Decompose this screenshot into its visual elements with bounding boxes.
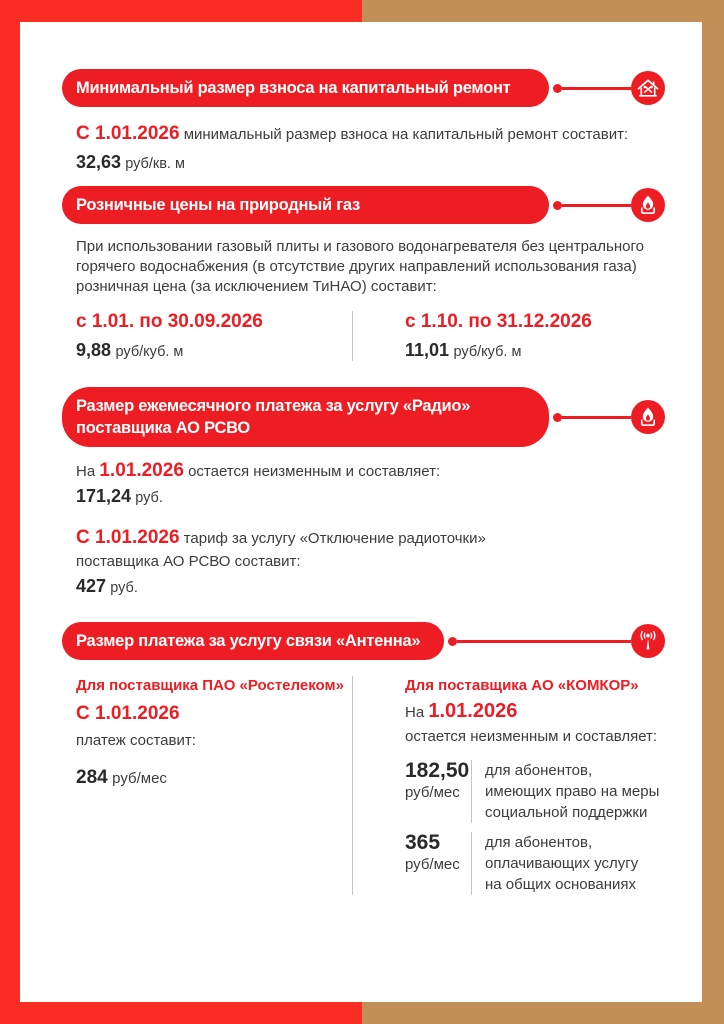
connector-dot (553, 413, 562, 422)
effective-date: 1.01.2026 (428, 700, 518, 722)
period-label: с 1.01. по 30.09.2026 (76, 311, 263, 332)
section-header-gas (62, 186, 665, 224)
tariff-unit: руб/мес (405, 784, 460, 801)
frame-bottom-right-tan (362, 1002, 724, 1024)
gas-paragraph-line: розничная цена (за исключением ТиНАО) составит: (76, 278, 437, 295)
radio-disconnect-line2 (76, 551, 702, 572)
frame-top-left-red (0, 0, 362, 22)
tariff-value: 171,24 (76, 486, 132, 506)
section-title: Розничные цены на природный газ (76, 196, 360, 214)
frame-left-red (0, 0, 20, 1024)
effective-date: С 1.01.2026 (76, 123, 180, 144)
price-cell (405, 832, 471, 895)
antenna-comcor-date-line (405, 701, 702, 723)
section-header-antenna (62, 622, 665, 660)
price-cell (405, 760, 471, 823)
tariff-unit: руб/кв. м (125, 156, 185, 172)
tariff-description-line: социальной поддержки (485, 804, 648, 821)
prefix: На (76, 463, 96, 480)
price-description-divider (471, 760, 472, 823)
provider-header: Для поставщика АО «КОМКОР» (405, 677, 639, 694)
tariff-value: 9,88 (76, 340, 112, 360)
tariff-value: 365 (405, 831, 441, 854)
connector-line (457, 640, 631, 643)
period-value-line (405, 340, 592, 361)
section-header-radio (62, 387, 665, 447)
radio-current-value-line (76, 486, 702, 509)
price-description-divider (471, 832, 472, 895)
gas-period-1 (76, 311, 352, 361)
tariff-unit: руб. (135, 490, 163, 506)
section-title-pill (62, 387, 549, 447)
frame-right-tan (702, 0, 724, 1024)
gas-period-2 (353, 311, 592, 361)
connector-dot (553, 84, 562, 93)
tariff-unit: руб. (110, 580, 138, 596)
section-header-capital-repair (62, 69, 665, 107)
radio-current-block (76, 460, 702, 509)
house-repair-icon (631, 71, 665, 105)
tariff-description-line: на общих основаниях (485, 876, 637, 893)
tariff-description (485, 760, 659, 823)
gas-paragraph (76, 237, 702, 297)
tariff-value: 182,50 (405, 759, 470, 782)
description: тариф за услугу «Отключение радиоточки» (183, 530, 486, 547)
description: поставщика АО РСВО составит: (76, 553, 301, 570)
connector-dot (448, 637, 457, 646)
tariff-value: 11,01 (405, 340, 450, 360)
content-area (20, 22, 702, 1002)
gas-paragraph-line: При использовании газовый плиты и газового водонагревателя без центрального (76, 238, 644, 255)
description: минимальный размер взноса на капитальный ремонт составит: (183, 126, 629, 143)
capital-repair-value-line (76, 152, 702, 175)
description: остается неизменным и составляет: (188, 463, 441, 480)
section-title: Размер платежа за услугу связи «Антенна» (76, 632, 421, 650)
effective-date: С 1.01.2026 (76, 703, 180, 724)
section-title-pill (62, 186, 549, 224)
section-title-pill (62, 69, 549, 107)
antenna-comcor-column (353, 676, 702, 895)
comcor-tariff-row-1 (405, 760, 702, 823)
tariff-description-line: для абонентов, (485, 834, 593, 851)
gas-price-columns (76, 311, 702, 361)
tariff-unit: руб/мес (112, 770, 167, 787)
section-title-pill (62, 622, 444, 660)
tariff-description-line: для абонентов, (485, 762, 593, 779)
tariff-description (485, 832, 638, 895)
tariff-value: 32,63 (76, 152, 122, 172)
connector-line (562, 204, 631, 207)
effective-date: С 1.01.2026 (76, 527, 180, 548)
antenna-columns (76, 676, 702, 895)
provider-header: Для поставщика ПАО «Ростелеком» (76, 677, 344, 694)
antenna-rostelecom-column (76, 676, 352, 895)
tariff-description-line: оплачивающих услугу (485, 855, 639, 872)
connector-dot (553, 201, 562, 210)
frame-top-right-tan (362, 0, 724, 22)
description: платеж составит: (76, 732, 196, 749)
tariff-value: 284 (76, 767, 108, 788)
tariff-unit: руб/куб. м (453, 344, 522, 360)
section-title-line2: поставщика АО РСВО (76, 419, 250, 437)
section-title-line1: Размер ежемесячного платежа за услугу «Радио» (76, 397, 471, 415)
tariff-unit: руб/мес (405, 856, 460, 873)
tariff-description-line: имеющих право на меры (485, 783, 660, 800)
gas-burner-icon (631, 188, 665, 222)
radio-current-line (76, 460, 702, 482)
comcor-tariff-row-2 (405, 832, 702, 895)
period-value-line (76, 340, 352, 361)
antenna-rostelecom-value-line (76, 767, 352, 789)
description: остается неизменным и составляет: (405, 728, 658, 745)
section-title: Минимальный размер взноса на капитальный ремонт (76, 79, 511, 97)
connector-line (562, 87, 631, 90)
connector-line (562, 416, 631, 419)
radio-disconnect-block (76, 527, 702, 599)
tariff-unit: руб/куб. м (115, 344, 184, 360)
frame-bottom-left-red (0, 1002, 362, 1024)
radio-burner-icon (631, 400, 665, 434)
radio-disconnect-line1 (76, 527, 702, 549)
gas-paragraph-line: горячего водоснабжения (в отсутствие других направлений использования газа) (76, 258, 637, 275)
radio-disconnect-value-line (76, 576, 702, 599)
antenna-broadcast-icon (631, 624, 665, 658)
period-label: с 1.10. по 31.12.2026 (405, 311, 592, 332)
capital-repair-text (76, 123, 702, 175)
tariff-value: 427 (76, 576, 107, 596)
prefix: На (405, 704, 425, 721)
effective-date: 1.01.2026 (99, 460, 184, 481)
capital-repair-line1 (76, 123, 702, 145)
